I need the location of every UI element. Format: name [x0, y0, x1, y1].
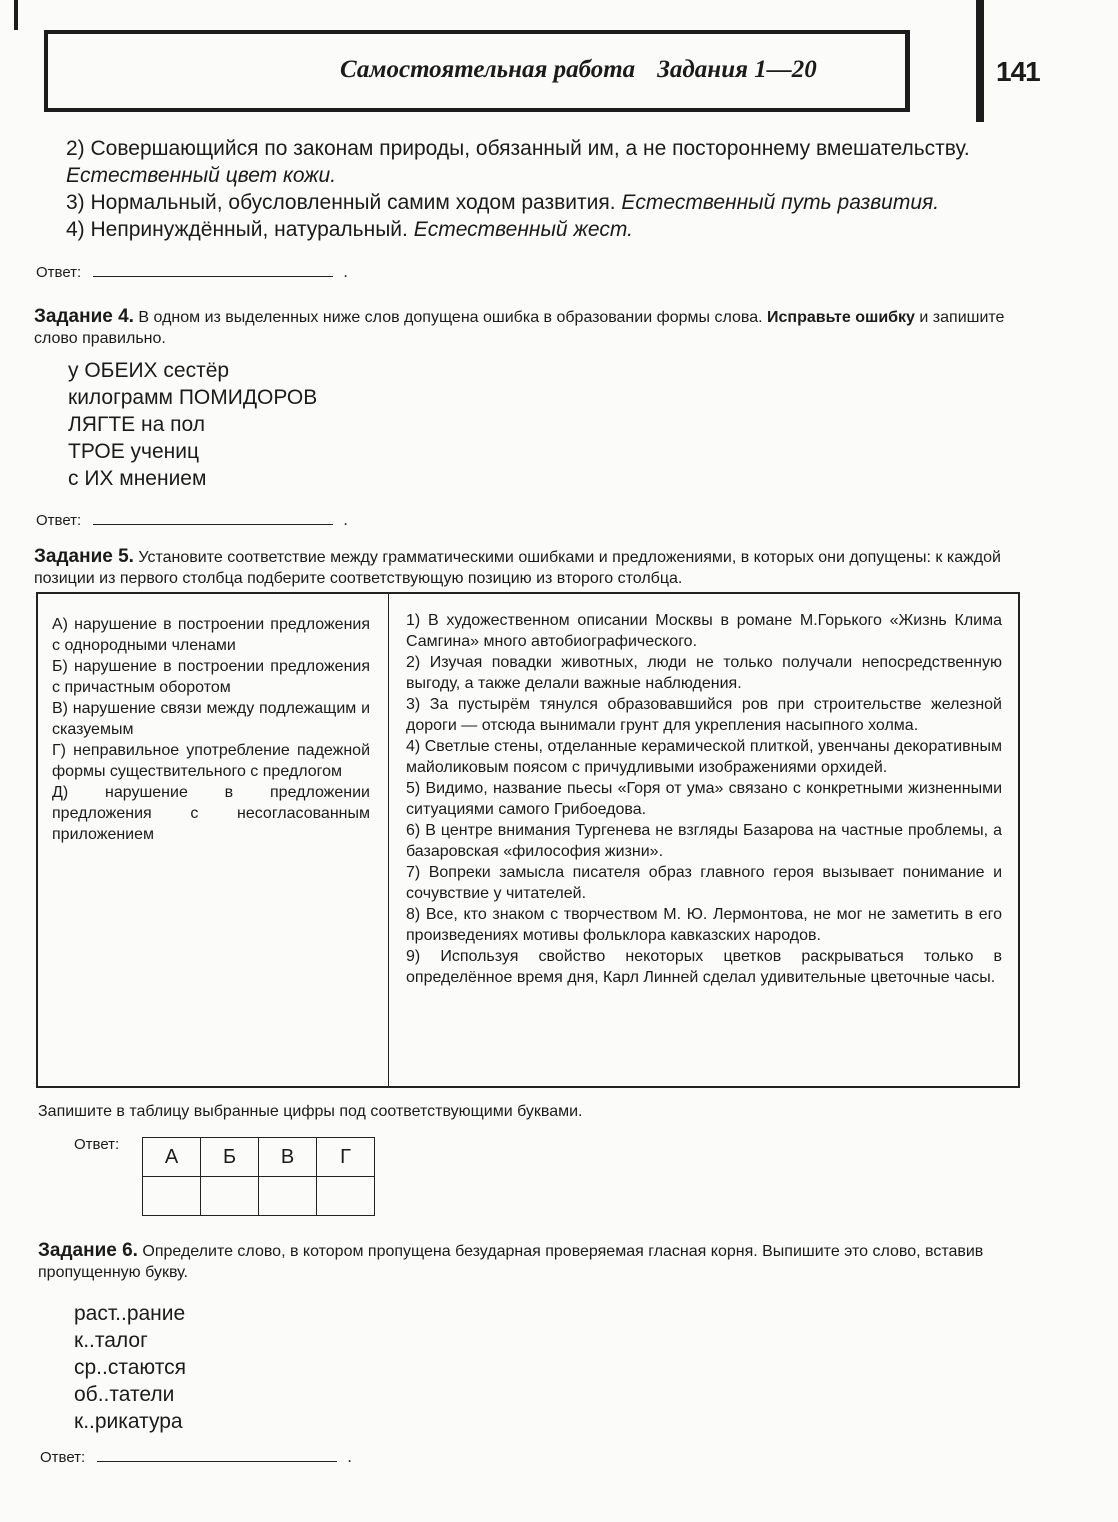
list-item: к..талог [74, 1329, 148, 1352]
matching-column-sentences [406, 610, 1002, 988]
header-title [340, 56, 900, 84]
list-item: раст..рание [74, 1302, 186, 1325]
task5-heading: Задание 5. [34, 546, 134, 567]
task4-heading: Задание 4. [34, 306, 134, 327]
list-item: 7) Вопреки замысла писателя образ главного героя вызывает понимание и сочувствие у читателей. [406, 864, 1002, 902]
answer-label: Ответ: [40, 1449, 86, 1466]
definitions-list [66, 135, 1021, 243]
list-item: у ОБЕИХ сестёр [68, 359, 230, 382]
grid-answer-cell[interactable] [317, 1177, 375, 1216]
list-item: об..татели [74, 1383, 175, 1406]
definition-item: 3) Нормальный, обусловленный самим ходом развития. Естественный путь развития. [66, 191, 940, 214]
answer-field-task4[interactable] [36, 510, 348, 530]
list-item: 8) Все, кто знаком с творчеством М. Ю. Лермонтова, не мог не заметить в его произведениях мотивы фольклора кавказских народов. [406, 906, 1002, 944]
definition-example: Естественный путь развития. [621, 191, 940, 214]
task4-prompt: Задание 4. В одном из выделенных ниже слов допущена ошибка в образовании формы слова. Исправьте ошибку и запишите слово правильно. [34, 306, 1005, 347]
answer-end: . [343, 262, 348, 281]
answer-end: . [343, 510, 348, 529]
task4-word-list [68, 357, 317, 492]
list-item: Д) нарушение в предложении предложения с несогласованным приложением [52, 784, 370, 843]
grid-answer-cell[interactable] [143, 1177, 201, 1216]
task6-prompt: Задание 6. Определите слово, в котором пропущена безударная проверяемая гласная корня. Выпишите это слово, вставив пропущенную букву. [38, 1240, 984, 1281]
task5-prompt: Задание 5. Установите соответствие между грамматическими ошибками и предложениями, в которых они допущены: к каждой позиции из первого столбца подберите соответствующую позицию из второго столбца. [34, 546, 1001, 587]
grid-answer-cell[interactable] [259, 1177, 317, 1216]
answer-line[interactable] [97, 1447, 337, 1462]
header-title-part1: Самостоятельная работа [340, 56, 636, 83]
list-item: Б) нарушение в построении предложения с причастным оборотом [52, 658, 370, 696]
task6-word-list [74, 1300, 186, 1435]
list-item: 3) За пустырём тянулся образовавшийся ров при строительстве железной дороги — отсюда вынимали грунт для укрепления насыпного холма. [406, 696, 1002, 734]
grid-header: А [143, 1138, 201, 1177]
answer-grid [142, 1137, 375, 1216]
matching-table [36, 592, 1020, 1088]
header-title-part2: Задания 1—20 [657, 56, 817, 83]
matching-column-errors [52, 614, 370, 845]
answer-line[interactable] [93, 262, 333, 277]
list-item: 2) Изучая повадки животных, люди не только получали непосредственную выгоду, а также делали важные наблюдения. [406, 654, 1002, 692]
table-instruction: Запишите в таблицу выбранные цифры под соответствующими буквами. [38, 1103, 583, 1120]
list-item: 6) В центре внимания Тургенева не взгляды Базарова на частные проблемы, а базаровская «философия жизни». [406, 822, 1002, 860]
header-vertical-bar [976, 0, 984, 122]
list-item: ТРОЕ учениц [68, 440, 200, 463]
grid-header: В [259, 1138, 317, 1177]
answer-label: Ответ: [74, 1136, 120, 1153]
answer-field-task6[interactable] [40, 1447, 352, 1467]
answer-end: . [347, 1447, 352, 1466]
list-item: 5) Видимо, название пьесы «Горя от ума» связано с конкретными жизненными ситуациями самого Грибоедова. [406, 780, 1002, 818]
list-item: ЛЯГТЕ на пол [68, 413, 205, 436]
definition-example: Естественный жест. [413, 218, 633, 241]
task4-bold-instruction: Исправьте ошибку [767, 309, 915, 326]
list-item: 1) В художественном описании Москвы в романе М.Горького «Жизнь Клима Самгина» много автобиографического. [406, 612, 1002, 650]
grid-header: Г [317, 1138, 375, 1177]
list-item: ср..стаются [74, 1356, 186, 1379]
list-item: А) нарушение в построении предложения с однородными членами [52, 616, 370, 654]
definition-example: Естественный цвет кожи. [66, 164, 337, 187]
list-item: 4) Светлые стены, отделанные керамической плиткой, увенчаны декоративным майоликовым поясом с причудливыми изображениями орхидей. [406, 738, 1002, 776]
answer-line[interactable] [93, 510, 333, 525]
list-item: Г) неправильное употребление падежной формы существительного с предлогом [52, 742, 370, 780]
answer-label: Ответ: [36, 512, 82, 529]
column-divider [388, 594, 389, 1086]
list-item: к..рикатура [74, 1410, 183, 1433]
answer-field-task3[interactable] [36, 262, 348, 282]
grid-header: Б [201, 1138, 259, 1177]
definition-item: 4) Непринуждённый, натуральный. Естественный жест. [66, 218, 633, 241]
list-item: 9) Используя свойство некоторых цветков раскрываться только в определённое время дня, Карл Линней сделал удивительные цветочные часы. [406, 948, 1002, 986]
header-rule-left [14, 0, 18, 30]
grid-answer-cell[interactable] [201, 1177, 259, 1216]
list-item: килограмм ПОМИДОРОВ [68, 386, 318, 409]
page-number: 141 [996, 56, 1040, 87]
answer-label: Ответ: [36, 264, 82, 281]
definition-item: 2) Совершающийся по законам природы, обязанный им, а не постороннему вмешательству. Естественный цвет кожи. [66, 137, 970, 187]
list-item: с ИХ мнением [68, 467, 207, 490]
task6-heading: Задание 6. [38, 1240, 138, 1261]
list-item: В) нарушение связи между подлежащим и сказуемым [52, 700, 370, 738]
